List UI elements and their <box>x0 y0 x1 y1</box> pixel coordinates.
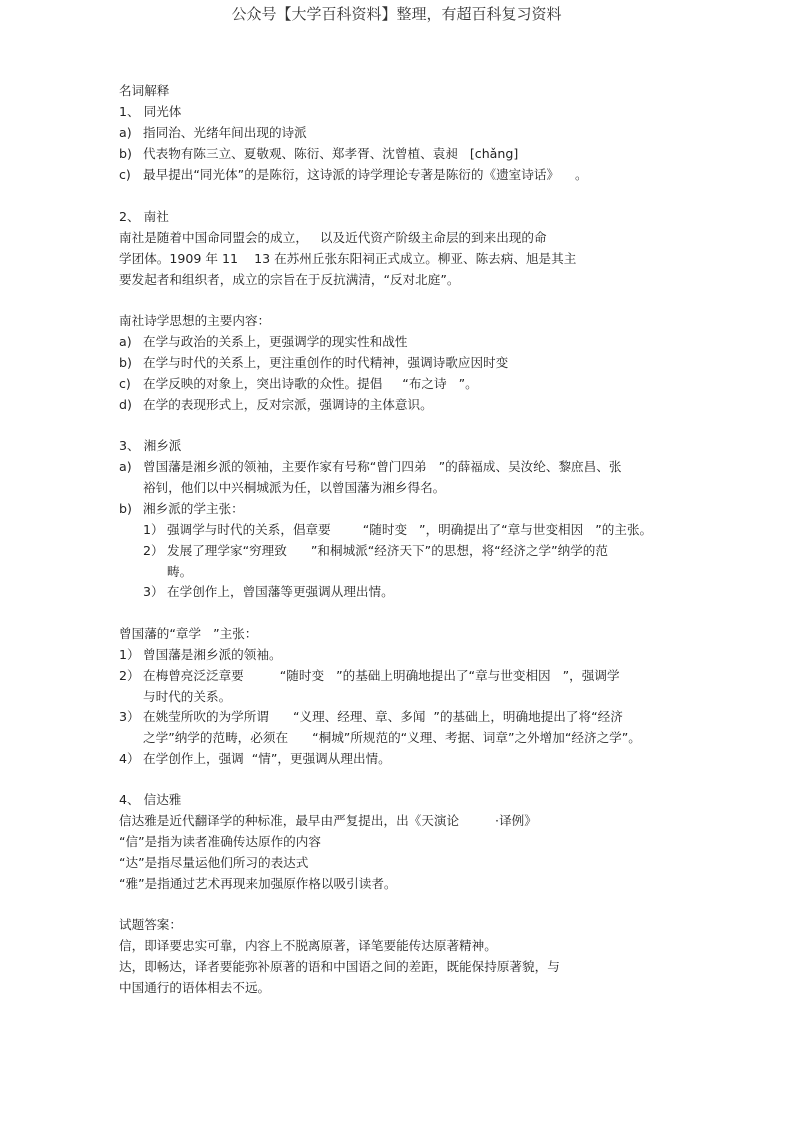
list-item: 发展了理学家“穷理致 ”和桐城派“经济天下”的思想，将“经济之学”纳学的范 <box>167 543 608 558</box>
list-marker: a) <box>119 334 132 349</box>
list-item: 在学创作上，曾国藩等更强调从理出情。 <box>167 584 394 599</box>
section-heading: 4、 信达雅 <box>119 792 182 807</box>
paragraph-line: 学团体。1909 年 11 13 在苏州丘张东阳祠正式成立。柳亚、陈去病、旭是其主 <box>119 251 577 266</box>
list-item: 最早提出“同光体”的是陈衍，这诗派的诗学理论专著是陈衍的《遗室诗话》 。 <box>143 167 588 182</box>
list-marker: 3） <box>119 709 140 724</box>
list-item: 裕钊，他们以中兴桐城派为任，以曾国藩为湘乡得名。 <box>143 480 446 495</box>
list-item: 曾国藩是湘乡派的领袖，主要作家有号称“曾门四弟 ”的薛福成、吴汝纶、黎庶昌、张 <box>143 459 622 474</box>
paragraph-line: “信”是指为读者准确传达原作的内容 <box>119 834 321 849</box>
section-heading: 2、 南社 <box>119 209 169 224</box>
list-item: 代表物有陈三立、夏敬观、陈衍、郑孝胥、沈曾植、袁昶 [chǎng] <box>143 146 519 161</box>
paragraph-line: “达”是指尽量运他们所习的表达式 <box>119 855 309 870</box>
list-marker: c) <box>119 167 131 182</box>
list-marker: c) <box>119 376 131 391</box>
list-marker: 3） <box>143 584 164 599</box>
sub-heading: 试题答案： <box>119 917 182 932</box>
paragraph-line: 达，即畅达，译者要能弥补原著的语和中国语之间的差距，既能保持原著貌，与 <box>119 959 560 974</box>
list-marker: 2） <box>119 668 140 683</box>
list-item: 指同治、光绪年间出现的诗派 <box>143 125 307 140</box>
sub-heading: 曾国藩的“章学 ”主张： <box>119 626 258 641</box>
list-item: 在梅曾亮泛泛章要 “随时变 ”的基础上明确地提出了“章与世变相因 ”，强调学 <box>143 668 620 683</box>
list-marker: b) <box>119 501 132 516</box>
section-heading: 1、 同光体 <box>119 104 182 119</box>
paragraph-line: 中国通行的语体相去不远。 <box>119 980 271 995</box>
list-item: 曾国藩是湘乡派的领袖。 <box>143 647 282 662</box>
paragraph-line: “雅”是指通过艺术再现来加强原作格以吸引读者。 <box>119 876 397 891</box>
list-marker: 2） <box>143 543 164 558</box>
list-item: 湘乡派的学主张： <box>143 501 244 516</box>
list-item: 畴。 <box>167 564 193 579</box>
list-item: 在学与政治的关系上，更强调学的现实性和战性 <box>143 334 408 349</box>
list-item: 在学与时代的关系上，更注重创作的时代精神，强调诗歌应因时变 <box>143 355 509 370</box>
paragraph-line: 信，即译要忠实可靠，内容上不脱离原著，译笔要能传达原著精神。 <box>119 938 497 953</box>
list-marker: 1） <box>119 647 140 662</box>
list-marker: d) <box>119 397 132 412</box>
section-heading: 3、 湘乡派 <box>119 438 182 453</box>
list-item: 在姚莹所吹的为学所谓 “义理、经理、章、多闻 ”的基础上，明确地提出了将“经济 <box>143 709 623 724</box>
list-marker: a) <box>119 459 132 474</box>
list-item: 在学反映的对象上，突出诗歌的众性。提倡 “布之诗 ”。 <box>143 376 478 391</box>
paragraph-line: 要发起者和组织者，成立的宗旨在于反抗满清，“反对北庭”。 <box>119 272 460 287</box>
list-marker: b) <box>119 355 132 370</box>
list-item: 在学创作上，强调 “情”，更强调从理出情。 <box>143 751 391 766</box>
list-marker: b) <box>119 146 132 161</box>
list-marker: 1） <box>143 522 164 537</box>
list-item: 与时代的关系。 <box>143 689 232 704</box>
list-marker: a) <box>119 125 132 140</box>
page-header: 公众号【大学百科资料】整理，有超百科复习资料 <box>231 5 562 23</box>
list-marker: 4） <box>119 751 140 766</box>
list-item: 之学”纳学的范畴，必须在 “桐城”所规范的“义理、考据、词章”之外增加“经济之学”。 <box>143 730 641 745</box>
sub-heading: 南社诗学思想的主要内容： <box>119 313 271 328</box>
paragraph-line: 信达雅是近代翻译学的种标准，最早由严复提出，出《天演论 ·译例》 <box>119 813 537 828</box>
doc-title: 名词解释 <box>119 83 170 98</box>
paragraph-line: 南社是随着中国命同盟会的成立， 以及近代资产阶级主命层的到来出现的命 <box>119 230 547 245</box>
list-item: 强调学与时代的关系，倡章要 “随时变 ”，明确提出了“章与世变相因 ”的主张。 <box>167 522 653 537</box>
list-item: 在学的表现形式上，反对宗派，强调诗的主体意识。 <box>143 397 433 412</box>
